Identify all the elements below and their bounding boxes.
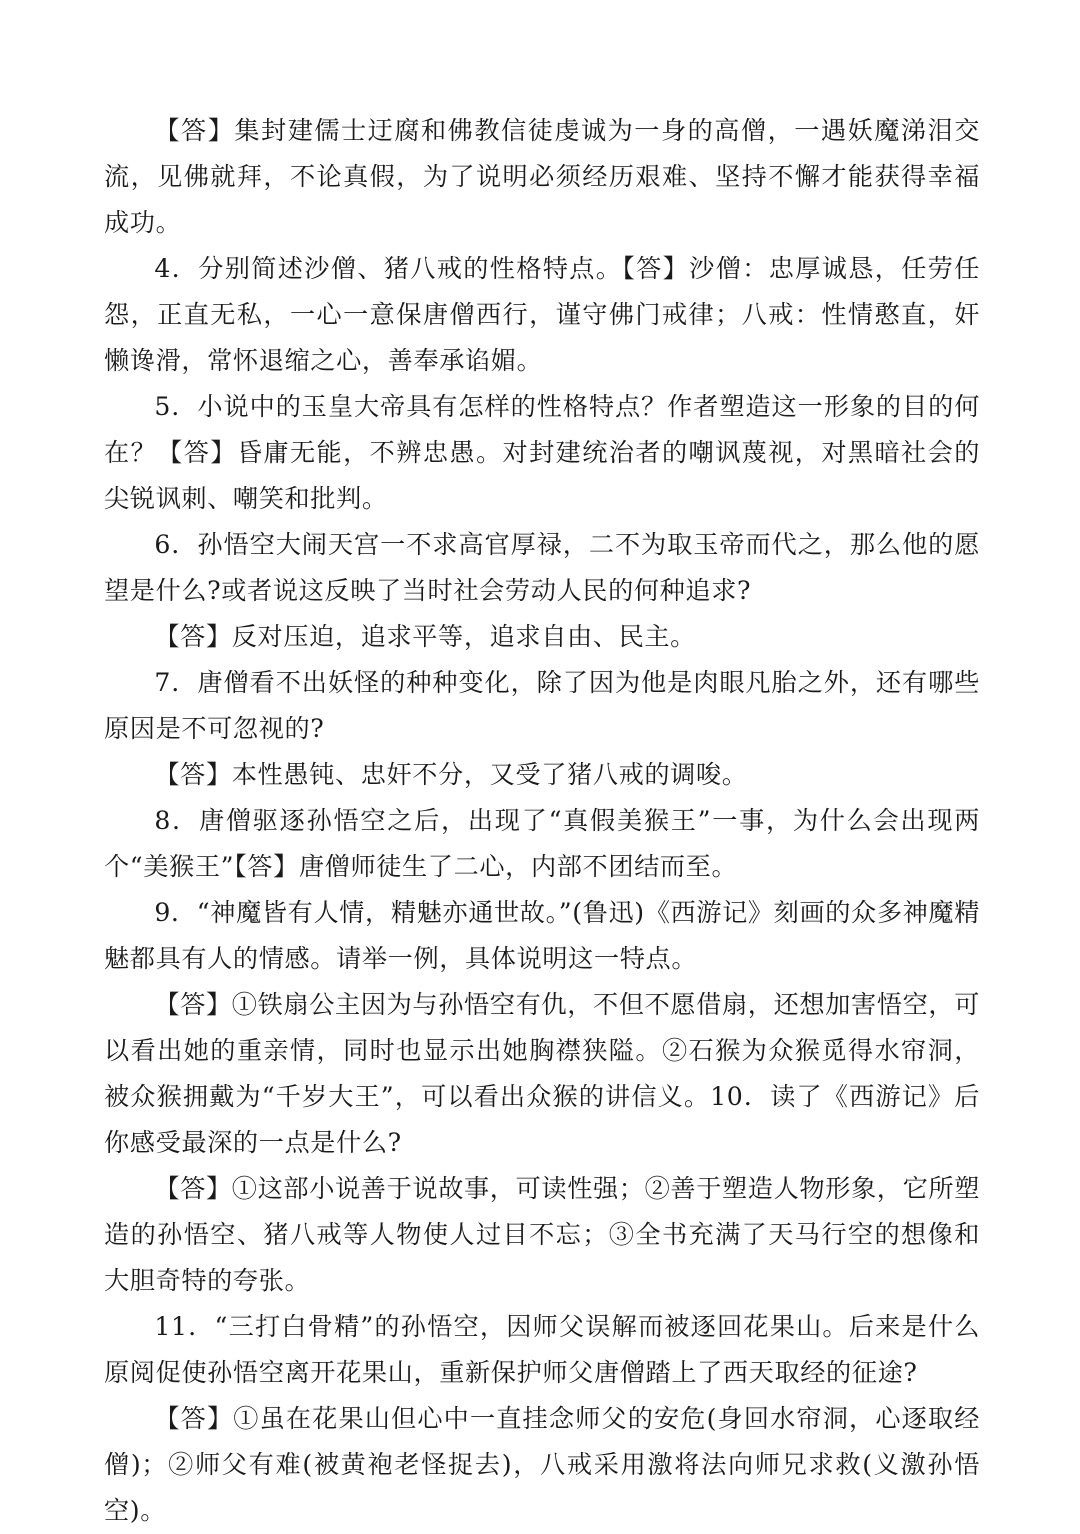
question-7-paragraph: 7．唐僧看不出妖怪的种种变化，除了因为他是肉眼凡胎之外，还有哪些原因是不可忽视的?: [104, 668, 980, 743]
answer-paragraph-tang-seng: 【答】集封建儒士迂腐和佛教信徒虔诚为一身的高僧，一遇妖魔涕泪交流，见佛就拜，不论真假，为了说明必须经历艰难、坚持不懈才能获得幸福成功。: [104, 116, 980, 237]
question-11-paragraph: 11．“三打白骨精”的孙悟空，因师父误解而被逐回花果山。后来是什么原阅促使孙悟空离开花果山，重新保护师父唐僧踏上了西天取经的征途?: [104, 1312, 980, 1387]
answer-9-paragraph: 【答】①铁扇公主因为与孙悟空有仇，不但不愿借扇，还想加害悟空，可以看出她的重亲情，同时也显示出她胸襟狭隘。②石猴为众猴觅得水帘洞，被众猴拥戴为“千岁大王”，可以看出众猴的讲信义。10．读了《西游记》后你感受最深的一点是什么?: [104, 990, 980, 1157]
answer-7-paragraph: 【答】本性愚钝、忠奸不分，又受了猪八戒的调唆。: [154, 760, 748, 789]
answer-6-paragraph: 【答】反对压迫，追求平等，追求自由、民主。: [154, 622, 696, 651]
question-8-paragraph: 8．唐僧驱逐孙悟空之后，出现了“真假美猴王”一事，为什么会出现两个“美猴王”【答】唐僧师徒生了二心，内部不团结而至。: [104, 806, 980, 881]
question-5-paragraph: 5．小说中的玉皇大帝具有怎样的性格特点？作者塑造这一形象的目的何在？【答】昏庸无能，不辨忠愚。对封建统治者的嘲讽蔑视，对黑暗社会的尖锐讽刺、嘲笑和批判。: [104, 392, 980, 513]
question-6-paragraph: 6．孙悟空大闹天宫一不求高官厚禄，二不为取玉帝而代之，那么他的愿望是什么?或者说这反映了当时社会劳动人民的何种追求?: [104, 530, 980, 605]
answer-11-paragraph: 【答】①虽在花果山但心中一直挂念师父的安危(身回水帘洞，心逐取经僧)；②师父有难(被黄袍老怪捉去)，八戒采用激将法向师兄求救(义激孙悟空)。: [104, 1404, 980, 1525]
answer-10-paragraph: 【答】①这部小说善于说故事，可读性强；②善于塑造人物形象，它所塑造的孙悟空、猪八戒等人物使人过目不忘；③全书充满了天马行空的想像和大胆奇特的夸张。: [104, 1174, 980, 1295]
document-page: [104, 108, 980, 1534]
question-4-paragraph: 4．分别简述沙僧、猪八戒的性格特点。【答】沙僧：忠厚诚恳，任劳任怨，正直无私，一心一意保唐僧西行，谨守佛门戒律；八戒：性情憨直，奸懒谗滑，常怀退缩之心，善奉承谄媚。: [104, 254, 980, 375]
question-9-paragraph: 9．“神魔皆有人情，精魅亦通世故。”(鲁迅)《西游记》刻画的众多神魔精魅都具有人的情感。请举一例，具体说明这一特点。: [104, 898, 980, 973]
